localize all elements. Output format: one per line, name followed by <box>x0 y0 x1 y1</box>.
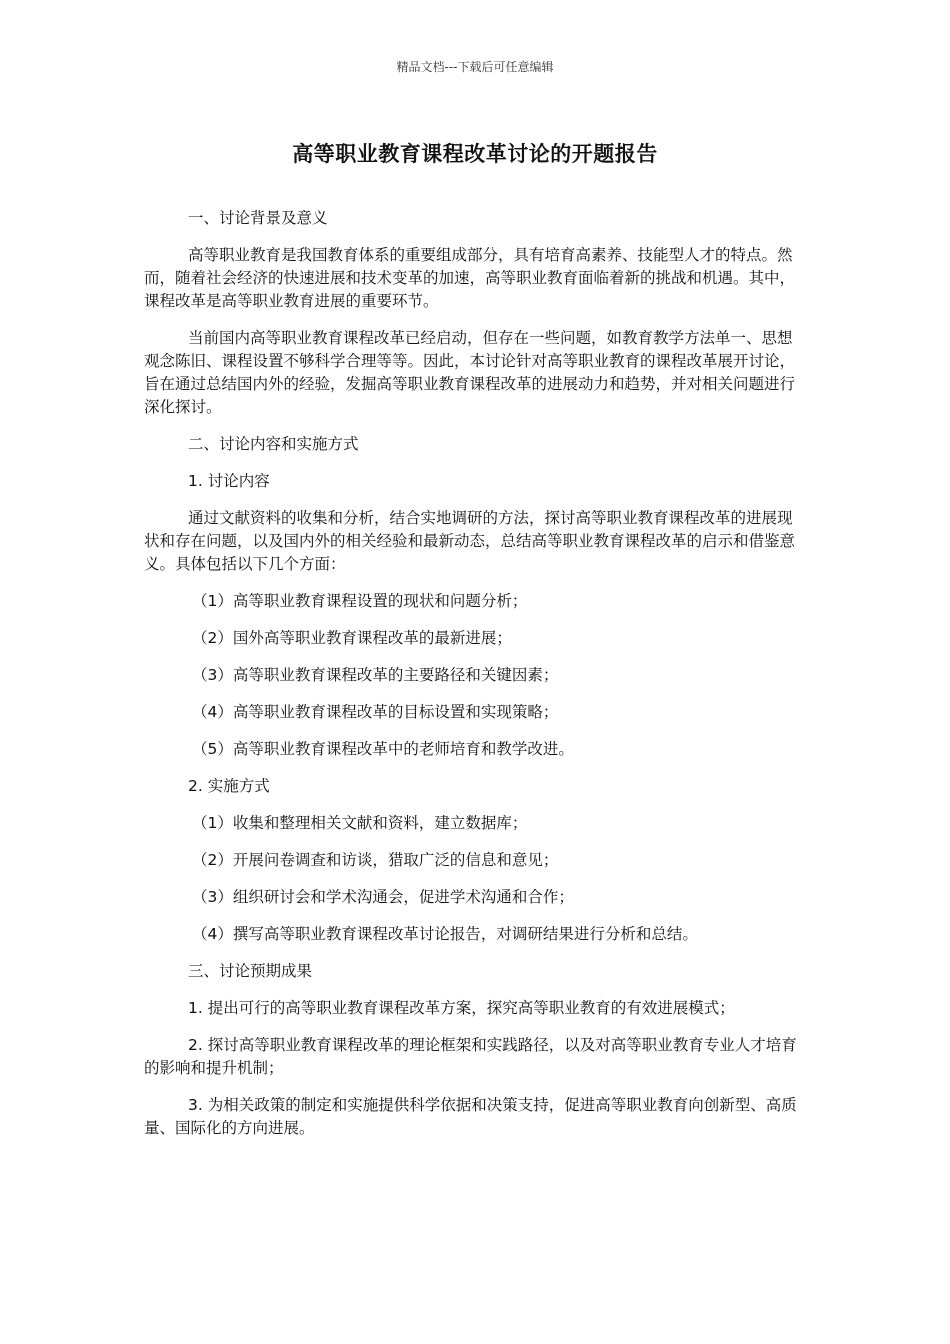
list-item: （4）撰写高等职业教育课程改革讨论报告，对调研结果进行分析和总结。 <box>192 925 698 943</box>
body-paragraph: 当前国内高等职业教育课程改革已经启动，但存在一些问题，如教育教学方法单一、思想观念陈旧、课程设置不够科学合理等等。因此，本讨论针对高等职业教育的课程改革展开讨论，旨在通过总结国内外的经验，发掘高等职业教育课程改革的进展动力和趋势，并对相关问题进行深化探讨。 <box>144 329 796 416</box>
body-paragraph: 通过文献资料的收集和分析，结合实地调研的方法，探讨高等职业教育课程改革的进展现状和存在问题，以及国内外的相关经验和最新动态，总结高等职业教育课程改革的启示和借鉴意义。具体包括以下几个方面： <box>144 509 796 573</box>
document-body <box>144 207 806 1154</box>
list-item: （1）收集和整理相关文献和资料，建立数据库； <box>192 814 528 832</box>
list-item: （1）高等职业教育课程设置的现状和问题分析； <box>192 592 528 610</box>
list-item: （5）高等职业教育课程改革中的老师培育和教学改进。 <box>192 740 574 758</box>
subheading-content: 1. 讨论内容 <box>188 472 270 490</box>
page-header-note: 精品文档---下载后可任意编辑 <box>396 60 554 74</box>
body-paragraph: 1. 提出可行的高等职业教育课程改革方案，探究高等职业教育的有效进展模式； <box>188 999 735 1017</box>
body-paragraph: 2. 探讨高等职业教育课程改革的理论框架和实践路径，以及对高等职业教育专业人才培育的影响和提升机制； <box>144 1036 797 1077</box>
section-heading-expected-results: 三、讨论预期成果 <box>188 962 313 980</box>
body-paragraph: 3. 为相关政策的制定和实施提供科学依据和决策支持，促进高等职业教育向创新型、高质量、国际化的方向进展。 <box>144 1096 797 1137</box>
list-item: （4）高等职业教育课程改革的目标设置和实现策略； <box>192 703 559 721</box>
document-title: 高等职业教育课程改革讨论的开题报告 <box>292 142 658 166</box>
list-item: （2）国外高等职业教育课程改革的最新进展； <box>192 629 512 647</box>
list-item: （3）组织研讨会和学术沟通会，促进学术沟通和合作； <box>192 888 574 906</box>
body-paragraph: 高等职业教育是我国教育体系的重要组成部分，具有培育高素养、技能型人才的特点。然而，随着社会经济的快速进展和技术变革的加速，高等职业教育面临着新的挑战和机遇。其中，课程改革是高等职业教育进展的重要环节。 <box>144 246 796 310</box>
list-item: （3）高等职业教育课程改革的主要路径和关键因素； <box>192 666 559 684</box>
list-item: （2）开展问卷调查和访谈，猎取广泛的信息和意见； <box>192 851 559 869</box>
section-heading-content-methods: 二、讨论内容和实施方式 <box>188 435 359 453</box>
section-heading-background: 一、讨论背景及意义 <box>188 209 328 227</box>
subheading-methods: 2. 实施方式 <box>188 777 270 795</box>
